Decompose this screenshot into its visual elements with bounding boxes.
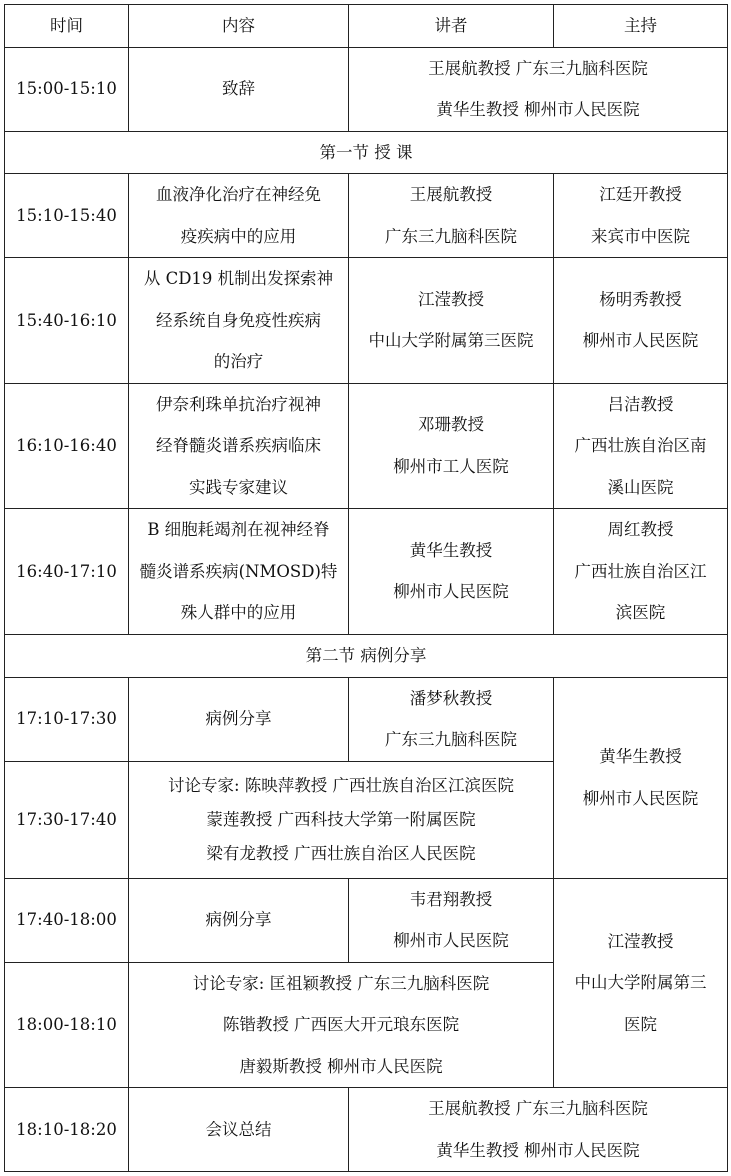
lecture-content-line: 从 CD19 机制出发探索神 [143, 269, 334, 288]
case-content: 病例分享 [129, 677, 349, 761]
header-content: 内容 [129, 5, 349, 48]
lecture-row [5, 258, 728, 384]
lecture-host [554, 509, 728, 635]
lecture-content-line: 实践专家建议 [189, 477, 288, 497]
discussion-line: 讨论专家: 陈映萍教授 广西壮族自治区江滨医院 [167, 775, 515, 795]
discussion-line: 梁有龙教授 广西壮族自治区人民医院 [206, 843, 476, 863]
lecture-content-line: 的治疗 [213, 352, 264, 371]
lecture-content [129, 383, 349, 509]
case-row [5, 878, 728, 962]
case-host-name: 江滢教授 [607, 931, 674, 951]
discussion-experts [129, 962, 554, 1088]
lecture-content-line: 血液净化治疗在神经免 [156, 185, 321, 204]
lecture-content-line: 殊人群中的应用 [180, 603, 297, 622]
case-content: 病例分享 [129, 878, 349, 962]
section-2-title: 第二节 病例分享 [5, 634, 728, 677]
discussion-line: 讨论专家: 匡祖颖教授 广东三九脑科医院 [192, 973, 490, 993]
header-host: 主持 [554, 5, 728, 48]
lecture-host-hospital: 溪山医院 [607, 477, 674, 497]
lecture-speaker [349, 509, 554, 635]
lecture-host-name: 杨明秀教授 [599, 289, 682, 309]
header-time: 时间 [5, 5, 129, 48]
lecture-host-hospital: 柳州市人民医院 [582, 331, 699, 351]
section-2-row [5, 634, 728, 677]
lecture-speaker [349, 174, 554, 258]
lecture-speaker-name: 江滢教授 [418, 289, 484, 309]
case-host-hospital: 柳州市人民医院 [582, 788, 699, 808]
lecture-row [5, 174, 728, 258]
case-speaker [349, 677, 554, 761]
lecture-host-hospital: 滨医院 [615, 603, 666, 622]
lecture-speaker [349, 258, 554, 384]
agenda-table [4, 4, 728, 1172]
lecture-content-line: 伊奈利珠单抗治疗视神 [156, 394, 321, 414]
case-speaker-name: 韦君翔教授 [409, 889, 493, 909]
closing-content: 会议总结 [129, 1088, 349, 1172]
header-row [5, 5, 728, 48]
lecture-host [554, 174, 728, 258]
case-speaker-name: 潘梦秋教授 [409, 688, 493, 708]
discussion-line: 蒙莲教授 广西科技大学第一附属医院 [206, 809, 476, 829]
lecture-time: 15:10-15:40 [5, 174, 129, 258]
discussion-line: 陈锴教授 广西医大开元琅东医院 [222, 1015, 460, 1034]
opening-time: 15:00-15:10 [5, 47, 129, 131]
lecture-host-name: 江廷开教授 [599, 185, 682, 204]
lecture-speaker-hospital: 中山大学附属第三医院 [368, 331, 534, 351]
lecture-speaker-hospital: 柳州市工人医院 [393, 456, 509, 476]
case-row [5, 677, 728, 761]
case-speaker-hospital: 柳州市人民医院 [393, 931, 509, 950]
lecture-host [554, 258, 728, 384]
case-host-name: 黄华生教授 [599, 747, 682, 766]
lecture-content-line: 经系统自身免疫性疾病 [156, 310, 321, 330]
lecture-speaker-hospital: 柳州市人民医院 [393, 582, 509, 602]
header-speaker: 讲者 [349, 5, 554, 48]
section-1-row [5, 131, 728, 174]
lecture-time: 16:10-16:40 [5, 383, 129, 509]
opening-content: 致辞 [129, 47, 349, 131]
closing-speakers [349, 1088, 728, 1172]
case-host-hospital: 医院 [624, 1014, 657, 1034]
lecture-content [129, 509, 349, 635]
lecture-content-line: B 细胞耗竭剂在视神经脊 [147, 520, 330, 539]
case-speaker-hospital: 广东三九脑科医院 [385, 730, 517, 749]
lecture-speaker-name: 黄华生教授 [409, 540, 493, 560]
case-host [554, 878, 728, 1088]
lecture-row [5, 509, 728, 635]
closing-row [5, 1088, 728, 1172]
discussion-line: 唐毅斯教授 柳州市人民医院 [239, 1056, 443, 1076]
case-speaker [349, 878, 554, 962]
closing-speaker-line: 王展航教授 广东三九脑科医院 [428, 1099, 648, 1118]
lecture-time: 16:40-17:10 [5, 509, 129, 635]
discussion-experts [129, 761, 554, 878]
lecture-content-line: 疫疾病中的应用 [180, 226, 297, 246]
opening-speakers [349, 47, 728, 131]
lecture-content-line: 经脊髓炎谱系疾病临床 [156, 436, 321, 455]
lecture-row [5, 383, 728, 509]
case-host [554, 677, 728, 878]
case-time: 17:40-18:00 [5, 878, 129, 962]
closing-time: 18:10-18:20 [5, 1088, 129, 1172]
lecture-host-hospital: 广西壮族自治区江 [574, 561, 707, 581]
lecture-content [129, 258, 349, 384]
lecture-speaker-hospital: 广东三九脑科医院 [385, 226, 517, 246]
lecture-host [554, 383, 728, 509]
lecture-time: 15:40-16:10 [5, 258, 129, 384]
lecture-host-name: 吕洁教授 [607, 394, 674, 414]
opening-speaker-line: 黄华生教授 柳州市人民医院 [436, 100, 640, 119]
opening-speaker-line: 王展航教授 广东三九脑科医院 [428, 58, 648, 78]
section-1-title: 第一节 授 课 [5, 131, 728, 174]
case-host-hospital: 中山大学附属第三 [574, 973, 707, 992]
discussion-time: 18:00-18:10 [5, 962, 129, 1088]
lecture-host-hospital: 来宾市中医院 [591, 226, 690, 246]
lecture-speaker [349, 383, 554, 509]
lecture-speaker-name: 邓珊教授 [418, 415, 484, 435]
lecture-content-line: 髓炎谱系疾病(NMOSD)特 [139, 561, 338, 581]
lecture-content [129, 174, 349, 258]
lecture-host-hospital: 广西壮族自治区南 [574, 436, 707, 455]
case-time: 17:10-17:30 [5, 677, 129, 761]
closing-speaker-line: 黄华生教授 柳州市人民医院 [436, 1140, 640, 1160]
opening-row [5, 47, 728, 131]
discussion-time: 17:30-17:40 [5, 761, 129, 878]
lecture-host-name: 周红教授 [607, 520, 674, 539]
lecture-speaker-name: 王展航教授 [409, 185, 493, 204]
